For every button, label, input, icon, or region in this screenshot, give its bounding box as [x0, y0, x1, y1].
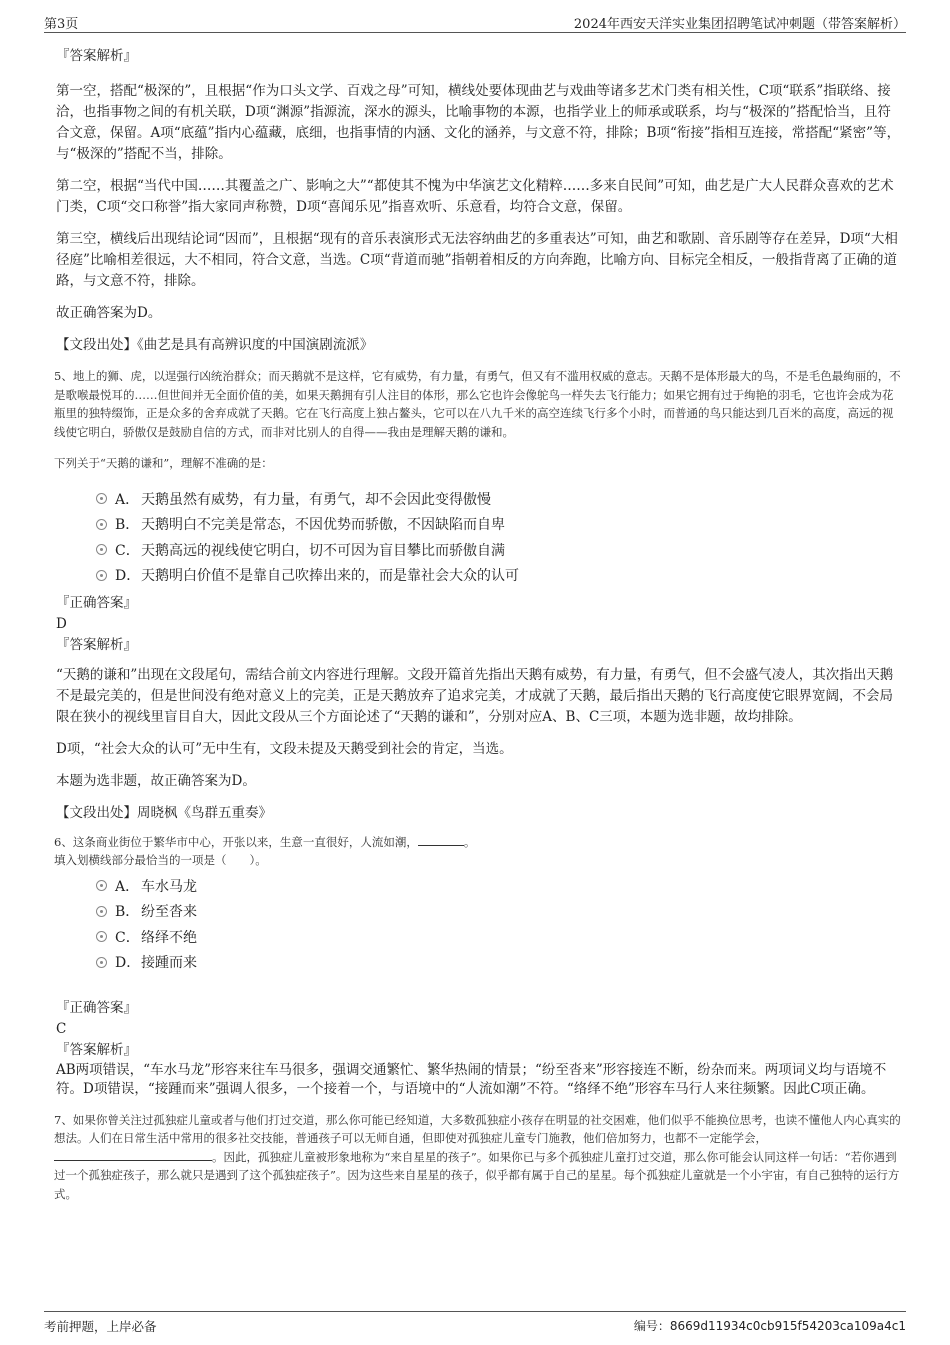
answer-analysis-label: 『答案解析』: [56, 48, 137, 64]
page-header: [44, 10, 906, 33]
document-code: 编号：8669d11934c0cb915f54203ca109a4c1: [633, 1319, 906, 1333]
radio-button-icon[interactable]: [96, 544, 107, 555]
analysis-paragraph: D项，“社会大众的认可”无中生有，文段未提及天鹅受到社会的肯定，当选。: [56, 740, 513, 757]
option-a[interactable]: A． 车水马龙: [96, 875, 904, 901]
radio-button-icon[interactable]: [96, 493, 107, 504]
conclusion-text: 本题为选非题，故正确答案为D。: [56, 772, 256, 789]
page-number: 第3页: [44, 17, 79, 32]
conclusion-text: 故正确答案为D。: [56, 305, 162, 321]
analysis-paragraph: AB两项错误，“车水马龙”形容来往车马很多，强调交通繁忙、繁华热闹的情景；“纷至沓来”形容接连不断，纷杂而来。两项词义均与语境不符。D项错误，“接踵而来”强调人很多，一个接着一个，与语境中的“人流如潮”不符。“络绎不绝”形容车马行人来往频繁。因此C项正确。: [56, 1061, 887, 1097]
question-5-prompt: 下列关于“天鹅的谦和”，理解不准确的是：: [54, 456, 273, 470]
document-title: 2024年西安天洋实业集团招聘笔试冲刺题（带答案解析）: [573, 17, 906, 32]
fill-in-blank: [418, 845, 464, 846]
radio-button-icon[interactable]: [96, 570, 107, 581]
page-content: [56, 44, 904, 1203]
radio-button-icon[interactable]: [96, 519, 107, 530]
question-6-stem: 6、这条商业街位于繁华市中心，开张以来，生意一直很好，人流如潮， 。: [54, 834, 476, 849]
option-a[interactable]: A． 天鹅虽然有威势，有力量，有勇气，却不会因此变得傲慢: [96, 488, 904, 514]
question-6-instruction: 填入划横线部分最恰当的一项是（ ）。: [54, 853, 267, 867]
source-citation: 【文段出处】《曲艺是具有高辨识度的中国演剧流派》: [56, 337, 374, 353]
correct-answer: C: [56, 1020, 67, 1037]
radio-button-icon[interactable]: [96, 957, 107, 968]
radio-button-icon[interactable]: [96, 931, 107, 942]
analysis-paragraph: 第一空，搭配“极深的”，且根据“作为口头文学、百戏之母”可知，横线处要体现曲艺与戏曲等诸多艺术门类有相关性，C项“联系”指联络、接洽，也指事物之间的有机关联，D项“渊源”指源流，深水的源头，比喻事物的本源，也指学业上的师承或联系，均与“极深的”搭配恰当，且符合文意，保留。A项“底蕴”指内心蕴藏，底细，也指事情的内涵、文化的涵养，与文意不符，排除；B项“衔接”指相互连接，常搭配“紧密”等，与“极深的”搭配不当，排除。: [56, 83, 901, 162]
correct-answer: D: [56, 615, 67, 632]
analysis-paragraph: 第三空，横线后出现结论词“因而”，且根据“现有的音乐表演形式无法容纳曲艺的多重表达”可知，曲艺和歌剧、音乐剧等存在差异，D项“大相径庭”比喻相差很远，大不相同，符合文意，当选。C项“背道而驰”指朝着相反的方向奔跑，比喻方向、目标完全相反，一般指背离了正确的道路，与文意不符，排除。: [56, 231, 898, 289]
source-citation: 【文段出处】周晓枫《鸟群五重奏》: [56, 804, 272, 821]
answer-analysis-label: 『答案解析』: [56, 1041, 137, 1058]
option-c[interactable]: C．天鹅高远的视线使它明白，切不可因为盲目攀比而骄傲自满: [96, 539, 904, 565]
analysis-paragraph: 第二空，根据“当代中国……其覆盖之广、影响之大”“都使其不愧为中华演艺文化精粹……多来自民间”可知，曲艺是广大人民群众喜欢的艺术门类，C项“交口称誉”指大家同声称赞，D项“喜闻乐见”指喜欢听、乐意看，均符合文意，保留。: [56, 178, 894, 215]
question-7-passage: 7、如果你曾关注过孤独症儿童或者与他们打过交道，那么你可能已经知道，大多数孤独症小孩存在明显的社交困难，他们似乎不能换位思考，也读不懂他人内心真实的想法。人们在日常生活中常用的很多社交技能，普通孩子可以无师自通，但即使对孤独症儿童专门施教，他们倍加努力，也都不一定能学会，。因此，孤独症儿童被形象地称为“来自星星的孩子”。如果你已与多个孤独症儿童打过交道，那么你可能会认同这样一句话：“若你遇到过一个孤独症孩子，那么就只是遇到了这个孤独症孩子”。因为这些来自星星的孩子，似乎都有属于自己的星星。每个孤独症儿童就是一个小宇宙，有自己独特的运行方式。: [54, 1112, 901, 1201]
option-b[interactable]: B． 纷至沓来: [96, 900, 904, 926]
radio-button-icon[interactable]: [96, 880, 107, 891]
radio-button-icon[interactable]: [96, 906, 107, 917]
option-d[interactable]: D．接踵而来: [96, 951, 904, 977]
analysis-paragraph: “天鹅的谦和”出现在文段尾句，需结合前文内容进行理解。文段开篇首先指出天鹅有威势，有力量，有勇气，但不会盛气凌人，其次指出天鹅不是最完美的，但是世间没有绝对意义上的完美，正是天鹅放弃了追求完美，才成就了天鹅，最后指出天鹅的飞行高度使它眼界宽阔，不会局限在狭小的视线里盲目自大，因此文段从三个方面论述了“天鹅的谦和”，分别对应A、B、C三项，本题为选非题，故均排除。: [56, 666, 894, 725]
correct-answer-label: 『正确答案』: [56, 999, 137, 1016]
correct-answer-label: 『正确答案』: [56, 594, 137, 611]
option-c[interactable]: C．络绎不绝: [96, 926, 904, 952]
page-footer: [44, 1311, 906, 1336]
question-6-options: [96, 875, 904, 977]
fill-in-blank: [54, 1160, 212, 1161]
question-5-options: [96, 488, 904, 590]
answer-analysis-label: 『答案解析』: [56, 636, 137, 653]
option-d[interactable]: D．天鹅明白价值不是靠自己吹捧出来的，而是靠社会大众的认可: [96, 564, 904, 590]
question-5-passage: 5、地上的狮、虎，以逞强行凶统治群众；而天鹅就不是这样，它有威势，有力量，有勇气，但又有不滥用权威的意志。天鹅不是体形最大的鸟，不是毛色最绚丽的，不是歌喉最悦耳的……但世间并无全面价值的美，如果天鹅拥有引人注目的体形，那么它也许会像鸵鸟一样失去飞行能力；如果它拥有过于绚艳的羽毛，它也许会成为花瓶里的独特缀饰，正是众多的舍弃成就了天鹅。它在飞行高度上独占鳌头，它可以在八九千米的高空连续飞行多个小时，而普通的鸟只能达到几百米的高度，高远的视线使它明白，骄傲仅是鼓励自信的方式，而非对比别人的自得——我由是理解天鹅的谦和。: [54, 369, 901, 439]
footer-slogan: 考前押题，上岸必备: [44, 1319, 157, 1334]
option-b[interactable]: B． 天鹅明白不完美是常态，不因优势而骄傲，不因缺陷而自卑: [96, 513, 904, 539]
